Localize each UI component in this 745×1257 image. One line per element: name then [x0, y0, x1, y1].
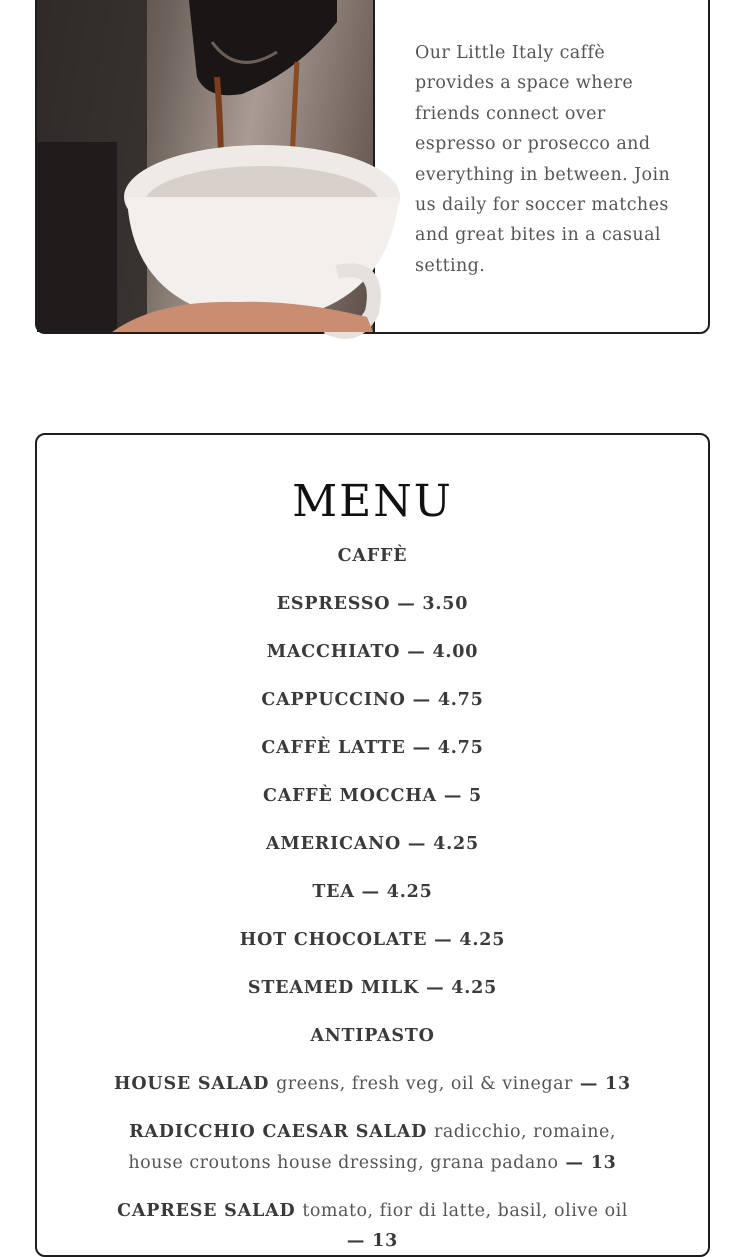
about-description: Our Little Italy caffè provides a space where friends connect over espresso or prosecco and everything in between. Join us daily for soccer matches and great bites in a casual setting. — [415, 43, 671, 276]
espresso-illustration — [37, 0, 373, 332]
menu-title: MENU — [292, 476, 453, 527]
menu-item-name: HOUSE SALAD — [114, 1074, 270, 1094]
menu-item — [109, 1196, 636, 1257]
menu-item-name: STEAMED MILK — [247, 978, 420, 998]
menu-section-heading: CAFFÈ — [337, 546, 408, 566]
menu-item-name: CAPPUCCINO — [261, 690, 413, 710]
menu-item — [109, 685, 636, 716]
menu-item-name: CAFFÈ LATTE — [261, 738, 413, 758]
menu-item — [109, 973, 636, 1004]
menu-item-price: — 13 — [579, 1074, 631, 1094]
espresso-photo — [37, 0, 375, 332]
menu-item — [109, 829, 636, 860]
menu-item-description: greens, fresh veg, oil & vinegar — [276, 1074, 573, 1094]
menu-item-price: — 13 — [565, 1152, 617, 1173]
menu-item-name: AMERICANO — [266, 834, 402, 854]
menu-item-price: — 4.75 — [412, 738, 484, 758]
menu-item-description: radicchio, romaine, house croutons house dressing, grana padano — [128, 1122, 616, 1173]
menu-item — [109, 637, 636, 668]
menu-item-price: — 4.25 — [407, 834, 479, 854]
menu-item — [109, 877, 636, 908]
menu-item-name: HOT CHOCOLATE — [239, 930, 428, 950]
menu-item-name: CAFFÈ MOCCHA — [262, 786, 437, 806]
menu-item — [109, 1069, 636, 1100]
menu-item-price: — 4.00 — [407, 642, 479, 662]
menu-item — [109, 781, 636, 812]
menu-item-name: ESPRESSO — [276, 594, 391, 614]
menu-list — [37, 541, 708, 1257]
menu-item-name: TEA — [312, 882, 355, 902]
menu-item-price: — 3.50 — [397, 594, 469, 614]
menu-item — [109, 733, 636, 764]
menu-item-name: CAPRESE SALAD — [117, 1200, 296, 1221]
menu-item-price: — 13 — [346, 1231, 399, 1251]
menu-item-name: RADICCHIO CAESAR SALAD — [129, 1122, 428, 1142]
menu-item-price: — 4.25 — [361, 882, 433, 902]
menu-card — [35, 433, 710, 1257]
about-card — [35, 0, 710, 334]
menu-item-description: tomato, fior di latte, basil, olive oil — [302, 1200, 628, 1221]
menu-section-heading: ANTIPASTO — [310, 1026, 435, 1046]
menu-item-price: — 5 — [443, 786, 483, 806]
menu-item — [109, 1117, 636, 1178]
menu-item-price: — 4.25 — [426, 978, 498, 998]
menu-item — [109, 589, 636, 620]
menu-item-price: — 4.25 — [434, 930, 506, 950]
menu-item — [109, 925, 636, 956]
menu-item-price: — 4.75 — [412, 690, 484, 710]
menu-item-name: MACCHIATO — [266, 642, 408, 662]
